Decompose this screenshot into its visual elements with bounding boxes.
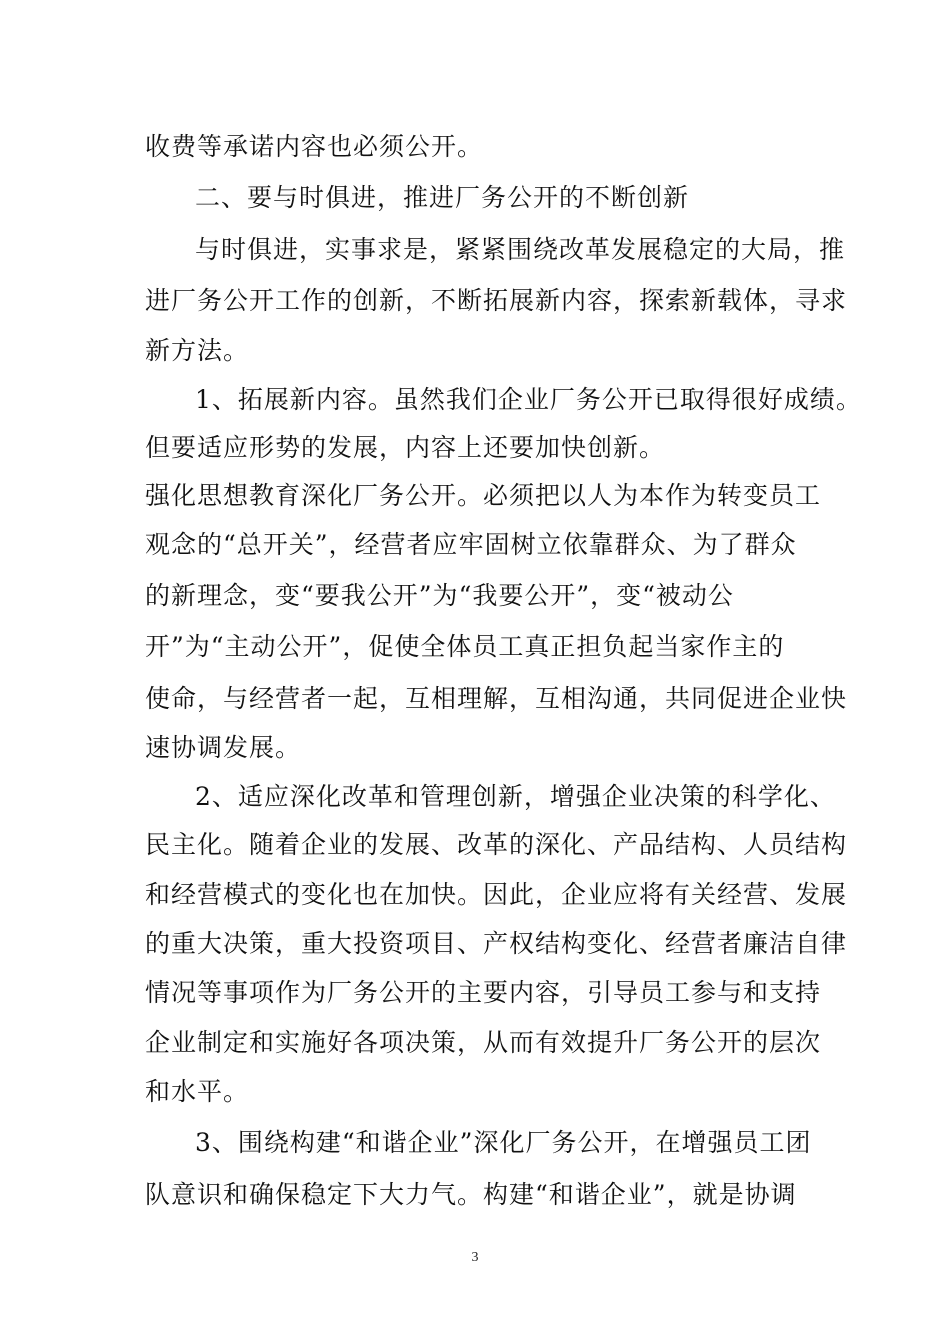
text-line: 观念的“总开关”，经营者应牢固树立依靠群众、为了群众 <box>145 530 797 559</box>
text-line: 强化思想教育深化厂务公开。必须把以人为本作为转变员工 <box>145 481 822 510</box>
text-line: 1、拓展新内容。虽然我们企业厂务公开已取得很好成绩。 <box>195 385 862 414</box>
text-line: 的新理念，变“要我公开”为“我要公开”，变“被动公 <box>145 581 734 610</box>
text-line: 2、适应深化改革和管理创新，增强企业决策的科学化、 <box>195 782 836 811</box>
text-line: 使命，与经营者一起，互相理解，互相沟通，共同促进企业快 <box>145 684 848 713</box>
section-heading: 二、要与时俱进，推进厂务公开的不断创新 <box>195 183 690 212</box>
page-number: 3 <box>471 1250 479 1265</box>
text-line: 和水平。 <box>145 1077 250 1106</box>
text-line: 的重大决策，重大投资项目、产权结构变化、经营者廉洁自律 <box>145 929 848 958</box>
text-line: 队意识和确保稳定下大力气。构建“和谐企业”，就是协调 <box>145 1180 797 1209</box>
text-line: 但要适应形势的发展，内容上还要加快创新。 <box>145 433 666 462</box>
text-line: 民主化。随着企业的发展、改革的深化、产品结构、人员结构 <box>145 830 848 859</box>
text-line: 进厂务公开工作的创新，不断拓展新内容，探索新载体，寻求 <box>145 286 848 315</box>
text-line: 新方法。 <box>145 336 250 365</box>
text-line: 与时俱进，实事求是，紧紧围绕改革发展稳定的大局，推 <box>195 235 846 264</box>
text-line: 企业制定和实施好各项决策，从而有效提升厂务公开的层次 <box>145 1028 822 1057</box>
text-line: 收费等承诺内容也必须公开。 <box>145 132 484 161</box>
text-line: 速协调发展。 <box>145 733 302 762</box>
text-line: 开”为“主动公开”，促使全体员工真正担负起当家作主的 <box>145 632 785 661</box>
text-line: 3、围绕构建“和谐企业”深化厂务公开，在增强员工团 <box>195 1128 812 1157</box>
text-line: 情况等事项作为厂务公开的主要内容，引导员工参与和支持 <box>145 978 822 1007</box>
text-line: 和经营模式的变化也在加快。因此，企业应将有关经营、发展 <box>145 880 848 909</box>
